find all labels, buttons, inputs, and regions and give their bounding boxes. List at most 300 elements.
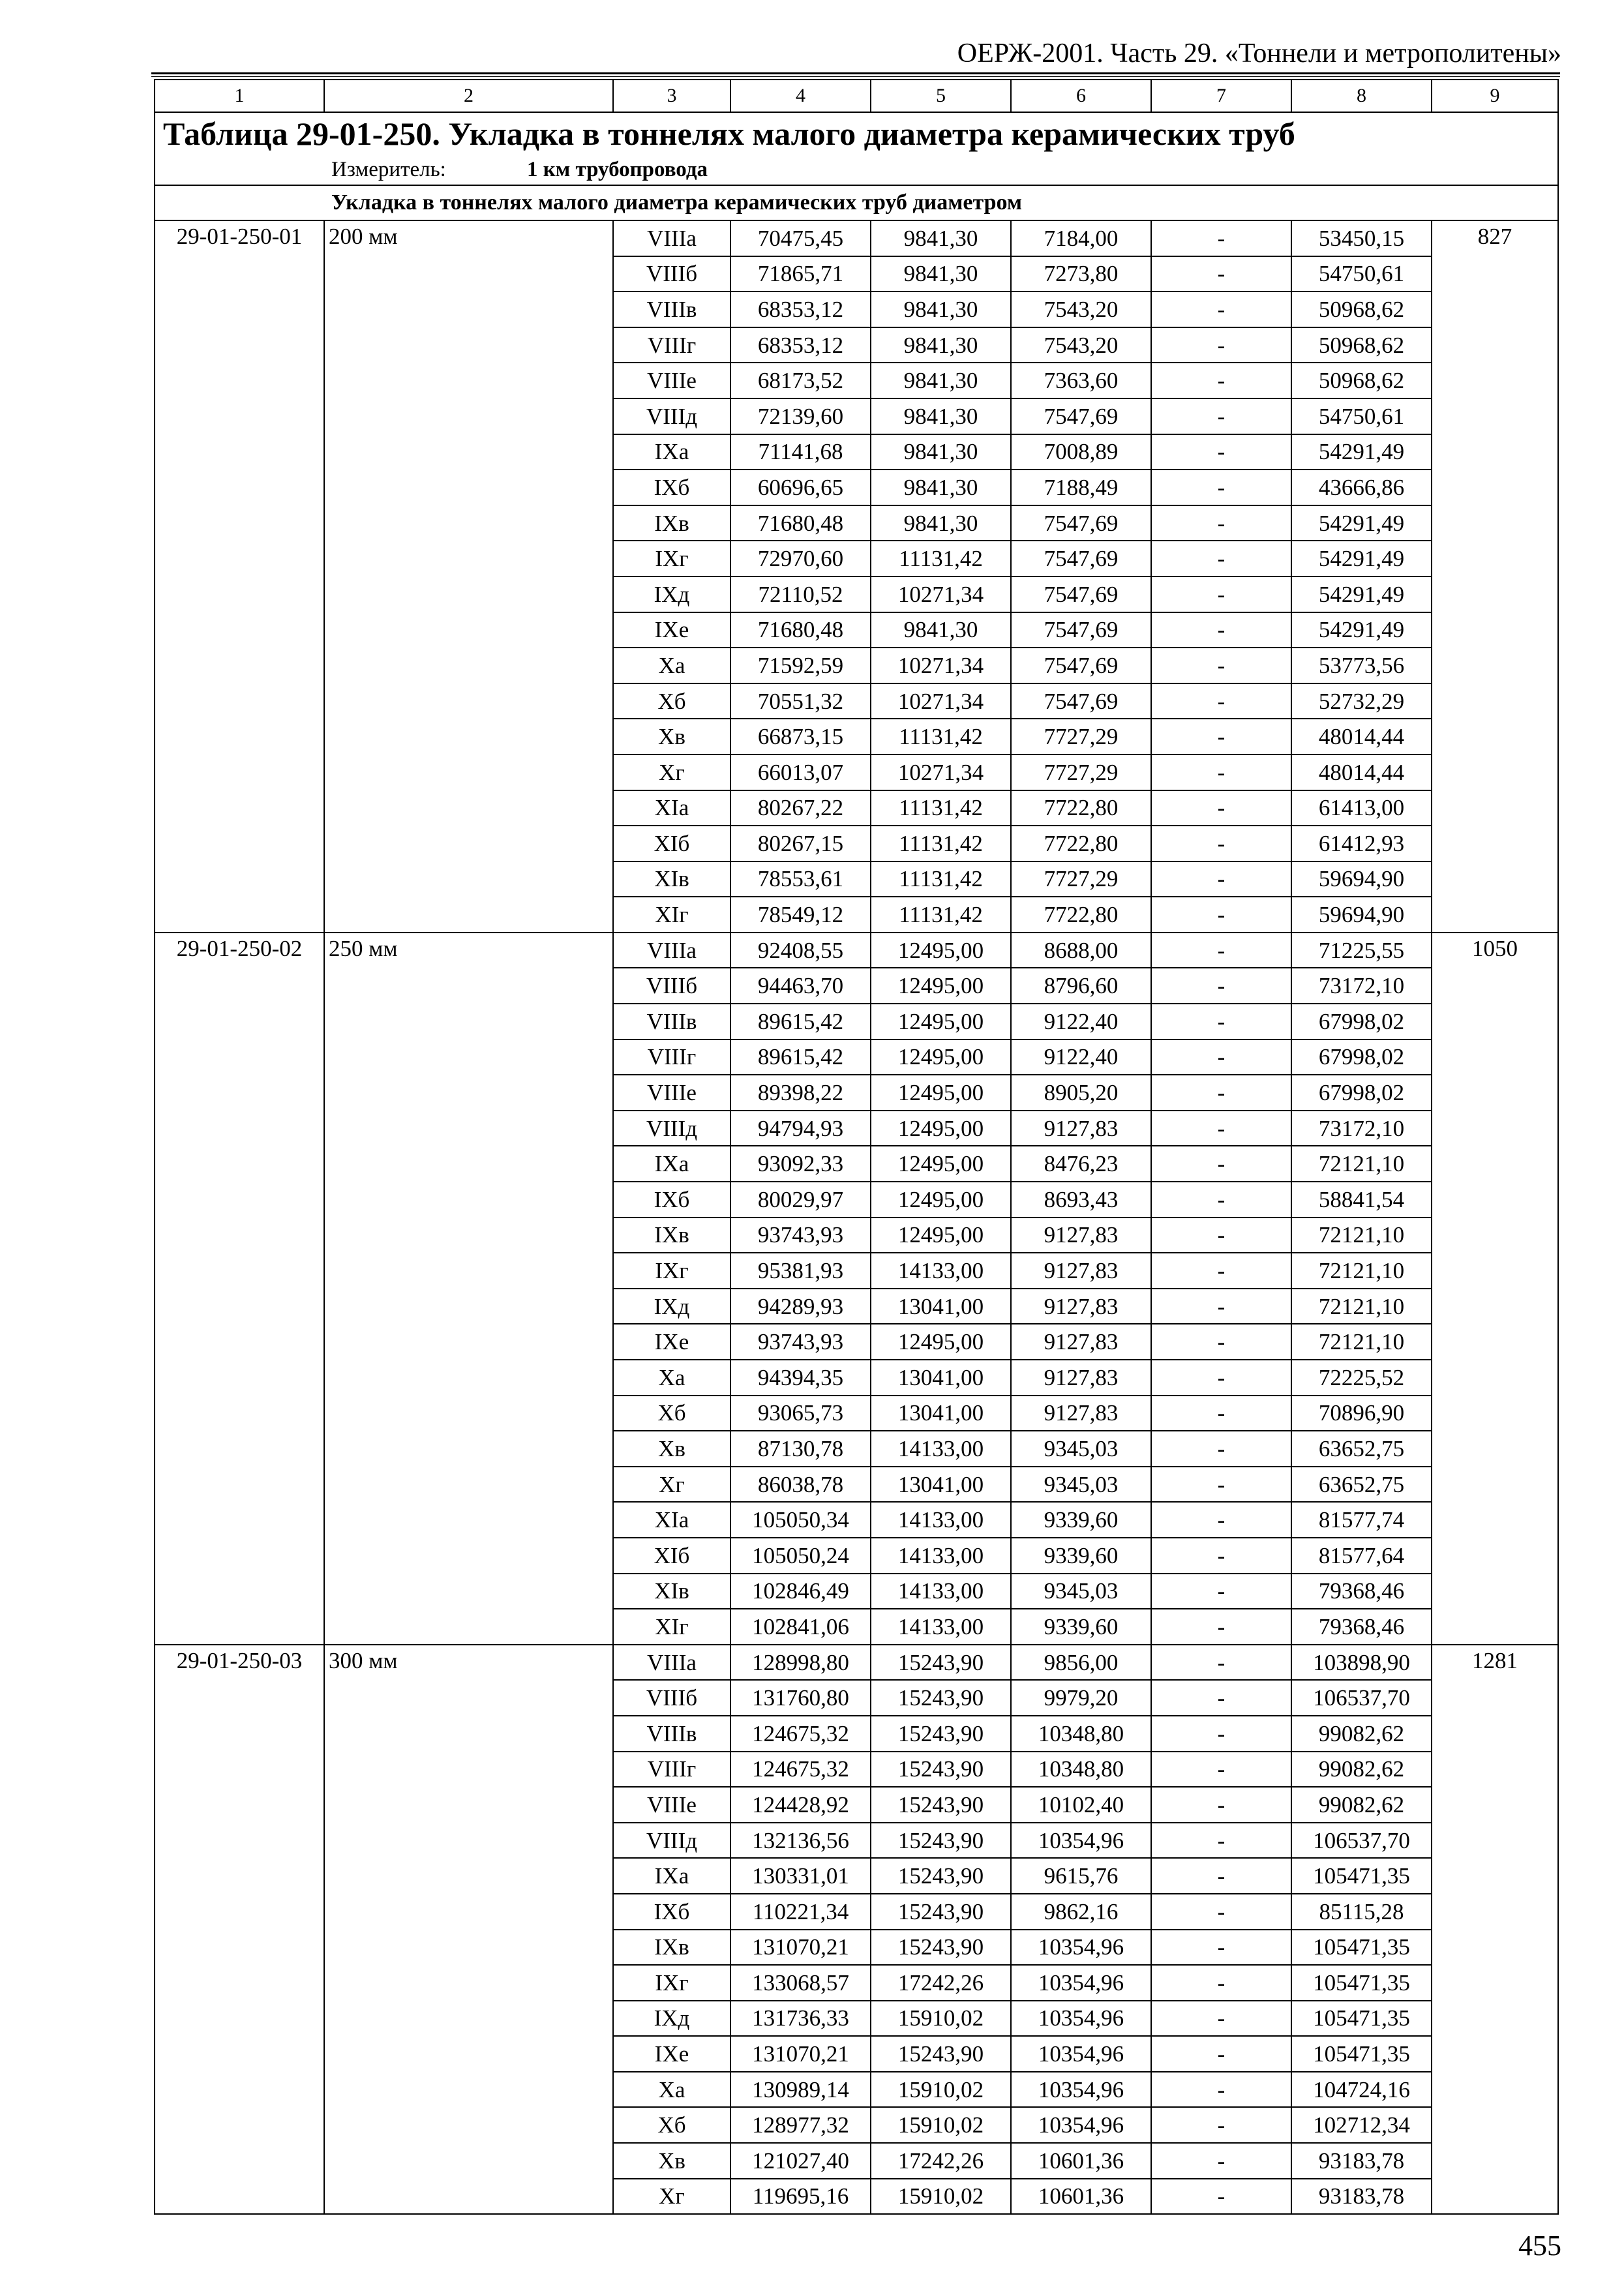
unit-row [155,155,1558,185]
machine-cost-cell: 9127,83 [1011,1218,1151,1253]
driver-wages-cell: - [1151,1787,1291,1823]
labor-cost-cell: 12495,00 [871,1075,1011,1111]
condition-code-cell: VIIIд [613,1823,730,1859]
labor-cost-cell: 9841,30 [871,256,1011,292]
driver-wages-cell: - [1151,1502,1291,1538]
machine-cost-cell: 8688,00 [1011,933,1151,968]
column-number: 2 [324,80,613,112]
materials-cost-cell: 99082,62 [1291,1752,1432,1788]
direct-cost-cell: 131736,33 [730,2001,871,2037]
labor-cost-cell: 14133,00 [871,1502,1011,1538]
machine-cost-cell: 7363,60 [1011,363,1151,398]
labor-cost-cell: 15910,02 [871,2179,1011,2215]
driver-wages-cell: - [1151,1075,1291,1111]
condition-code-cell: IXб [613,470,730,505]
labor-cost-cell: 14133,00 [871,1431,1011,1467]
materials-cost-cell: 61412,93 [1291,826,1432,861]
materials-cost-cell: 52732,29 [1291,683,1432,719]
condition-code-cell: VIIIе [613,363,730,398]
machine-cost-cell: 10354,96 [1011,1965,1151,2001]
column-number: 4 [730,80,871,112]
labor-cost-cell: 9841,30 [871,363,1011,398]
materials-cost-cell: 79368,46 [1291,1609,1432,1645]
condition-code-cell: Xг [613,2179,730,2215]
labor-cost-cell: 12495,00 [871,968,1011,1004]
materials-cost-cell: 67998,02 [1291,1040,1432,1075]
driver-wages-cell: - [1151,861,1291,897]
driver-wages-cell: - [1151,719,1291,755]
direct-cost-cell: 71680,48 [730,505,871,541]
direct-cost-cell: 130331,01 [730,1858,871,1894]
condition-code-cell: Xа [613,2072,730,2108]
condition-code-cell: IXа [613,1146,730,1182]
direct-cost-cell: 133068,57 [730,1965,871,2001]
machine-cost-cell: 7547,69 [1011,505,1151,541]
labor-cost-cell: 15243,90 [871,1680,1011,1716]
machine-cost-cell: 7722,80 [1011,790,1151,826]
materials-cost-cell: 105471,35 [1291,2036,1432,2072]
labor-cost-cell: 11131,42 [871,541,1011,576]
column-number: 9 [1432,80,1558,112]
materials-cost-cell: 72121,10 [1291,1146,1432,1182]
condition-code-cell: XIг [613,897,730,933]
machine-cost-cell: 7722,80 [1011,826,1151,861]
materials-cost-cell: 72225,52 [1291,1360,1432,1396]
driver-wages-cell: - [1151,1538,1291,1574]
direct-cost-cell: 68173,52 [730,363,871,398]
direct-cost-cell: 131760,80 [730,1680,871,1716]
materials-cost-cell: 54750,61 [1291,256,1432,292]
condition-code-cell: VIIIа [613,933,730,968]
machine-cost-cell: 8796,60 [1011,968,1151,1004]
materials-cost-cell: 67998,02 [1291,1075,1432,1111]
machine-cost-cell: 7543,20 [1011,327,1151,363]
machine-cost-cell: 10354,96 [1011,2036,1151,2072]
direct-cost-cell: 60696,65 [730,470,871,505]
direct-cost-cell: 102841,06 [730,1609,871,1645]
direct-cost-cell: 71141,68 [730,434,871,470]
direct-cost-cell: 128977,32 [730,2107,871,2143]
materials-cost-cell: 54291,49 [1291,612,1432,648]
direct-cost-cell: 121027,40 [730,2143,871,2179]
column-number: 1 [155,80,324,112]
materials-cost-cell: 54291,49 [1291,434,1432,470]
machine-cost-cell: 9122,40 [1011,1004,1151,1040]
condition-code-cell: VIIIв [613,1716,730,1752]
labor-cost-cell: 9841,30 [871,505,1011,541]
labor-cost-cell: 12495,00 [871,1324,1011,1360]
machine-cost-cell: 9862,16 [1011,1894,1151,1930]
direct-cost-cell: 124428,92 [730,1787,871,1823]
materials-cost-cell: 67998,02 [1291,1004,1432,1040]
machine-cost-cell: 8476,23 [1011,1146,1151,1182]
driver-wages-cell: - [1151,790,1291,826]
direct-cost-cell: 66873,15 [730,719,871,755]
condition-code-cell: IXа [613,434,730,470]
labor-cost-cell: 15243,90 [871,1716,1011,1752]
condition-code-cell: VIIIг [613,1752,730,1788]
labor-cost-cell: 9841,30 [871,327,1011,363]
table-row [155,220,1558,256]
machine-cost-cell: 7543,20 [1011,292,1151,327]
driver-wages-cell: - [1151,1324,1291,1360]
driver-wages-cell: - [1151,933,1291,968]
driver-wages-cell: - [1151,2036,1291,2072]
labor-cost-cell: 9841,30 [871,470,1011,505]
column-number: 6 [1011,80,1151,112]
labor-cost-cell: 12495,00 [871,1146,1011,1182]
machine-cost-cell: 8693,43 [1011,1182,1151,1218]
column-number: 3 [613,80,730,112]
condition-code-cell: IXв [613,1218,730,1253]
materials-cost-cell: 93183,78 [1291,2179,1432,2215]
condition-code-cell: Xб [613,1396,730,1431]
norm-code: 29-01-250-02 [155,933,324,1645]
condition-code-cell: VIIIе [613,1787,730,1823]
condition-code-cell: Xа [613,1360,730,1396]
condition-code-cell: IXг [613,1253,730,1289]
machine-cost-cell: 10354,96 [1011,2107,1151,2143]
condition-code-cell: VIIIб [613,1680,730,1716]
machine-cost-cell: 9979,20 [1011,1680,1151,1716]
machine-cost-cell: 7727,29 [1011,861,1151,897]
driver-wages-cell: - [1151,1111,1291,1146]
labor-cost-cell: 11131,42 [871,897,1011,933]
condition-code-cell: XIа [613,790,730,826]
labor-cost-cell: 10271,34 [871,683,1011,719]
direct-cost-cell: 93065,73 [730,1396,871,1431]
labor-cost-cell: 14133,00 [871,1253,1011,1289]
machine-cost-cell: 7547,69 [1011,683,1151,719]
direct-cost-cell: 105050,24 [730,1538,871,1574]
direct-cost-cell: 86038,78 [730,1467,871,1503]
materials-cost-cell: 102712,34 [1291,2107,1432,2143]
materials-cost-cell: 81577,64 [1291,1538,1432,1574]
labor-hours: 1050 [1432,933,1558,1645]
machine-cost-cell: 8905,20 [1011,1075,1151,1111]
machine-cost-cell: 9339,60 [1011,1502,1151,1538]
condition-code-cell: IXе [613,1324,730,1360]
labor-cost-cell: 11131,42 [871,826,1011,861]
direct-cost-cell: 78553,61 [730,861,871,897]
driver-wages-cell: - [1151,968,1291,1004]
direct-cost-cell: 124675,32 [730,1716,871,1752]
materials-cost-cell: 48014,44 [1291,719,1432,755]
driver-wages-cell: - [1151,1396,1291,1431]
labor-cost-cell: 12495,00 [871,1004,1011,1040]
direct-cost-cell: 80267,22 [730,790,871,826]
condition-code-cell: IXб [613,1894,730,1930]
labor-cost-cell: 13041,00 [871,1396,1011,1431]
materials-cost-cell: 103898,90 [1291,1645,1432,1681]
norm-code: 29-01-250-01 [155,220,324,933]
labor-cost-cell: 14133,00 [871,1538,1011,1574]
labor-cost-cell: 17242,26 [871,1965,1011,2001]
driver-wages-cell: - [1151,1431,1291,1467]
machine-cost-cell: 9345,03 [1011,1574,1151,1609]
machine-cost-cell: 7273,80 [1011,256,1151,292]
direct-cost-cell: 131070,21 [730,1930,871,1966]
machine-cost-cell: 9345,03 [1011,1431,1151,1467]
materials-cost-cell: 50968,62 [1291,363,1432,398]
labor-cost-cell: 10271,34 [871,648,1011,683]
driver-wages-cell: - [1151,612,1291,648]
direct-cost-cell: 89398,22 [730,1075,871,1111]
labor-hours: 1281 [1432,1645,1558,2215]
machine-cost-cell: 7547,69 [1011,398,1151,434]
labor-cost-cell: 10271,34 [871,576,1011,612]
driver-wages-cell: - [1151,1680,1291,1716]
condition-code-cell: IXв [613,505,730,541]
condition-code-cell: VIIIв [613,1004,730,1040]
materials-cost-cell: 73172,10 [1291,968,1432,1004]
machine-cost-cell: 7008,89 [1011,434,1151,470]
labor-cost-cell: 12495,00 [871,1040,1011,1075]
machine-cost-cell: 7547,69 [1011,612,1151,648]
direct-cost-cell: 80267,15 [730,826,871,861]
direct-cost-cell: 78549,12 [730,897,871,933]
materials-cost-cell: 63652,75 [1291,1431,1432,1467]
driver-wages-cell: - [1151,470,1291,505]
condition-code-cell: Xв [613,1431,730,1467]
driver-wages-cell: - [1151,1146,1291,1182]
machine-cost-cell: 7727,29 [1011,755,1151,790]
machine-cost-cell: 7547,69 [1011,541,1151,576]
driver-wages-cell: - [1151,1965,1291,2001]
direct-cost-cell: 92408,55 [730,933,871,968]
driver-wages-cell: - [1151,648,1291,683]
labor-cost-cell: 13041,00 [871,1360,1011,1396]
condition-code-cell: IXа [613,1858,730,1894]
header-rule-thin [151,76,1560,77]
machine-cost-cell: 10601,36 [1011,2179,1151,2215]
driver-wages-cell: - [1151,576,1291,612]
condition-code-cell: IXд [613,576,730,612]
materials-cost-cell: 50968,62 [1291,327,1432,363]
condition-code-cell: VIIIг [613,327,730,363]
driver-wages-cell: - [1151,1360,1291,1396]
condition-code-cell: VIIIе [613,1075,730,1111]
direct-cost-cell: 71865,71 [730,256,871,292]
direct-cost-cell: 131070,21 [730,2036,871,2072]
materials-cost-cell: 105471,35 [1291,1965,1432,2001]
labor-cost-cell: 14133,00 [871,1574,1011,1609]
driver-wages-cell: - [1151,1609,1291,1645]
condition-code-cell: Xв [613,719,730,755]
driver-wages-cell: - [1151,256,1291,292]
direct-cost-cell: 72110,52 [730,576,871,612]
labor-cost-cell: 15243,90 [871,1645,1011,1681]
driver-wages-cell: - [1151,826,1291,861]
materials-cost-cell: 81577,74 [1291,1502,1432,1538]
condition-code-cell: IXе [613,2036,730,2072]
driver-wages-cell: - [1151,1823,1291,1859]
labor-cost-cell: 12495,00 [871,1111,1011,1146]
direct-cost-cell: 71592,59 [730,648,871,683]
driver-wages-cell: - [1151,2001,1291,2037]
page-header: ОЕРЖ-2001. Часть 29. «Тоннели и метрополитены» [957,38,1561,68]
machine-cost-cell: 9615,76 [1011,1858,1151,1894]
driver-wages-cell: - [1151,220,1291,256]
title-row [155,112,1558,155]
machine-cost-cell: 7188,49 [1011,470,1151,505]
driver-wages-cell: - [1151,2072,1291,2108]
materials-cost-cell: 99082,62 [1291,1787,1432,1823]
direct-cost-cell: 130989,14 [730,2072,871,2108]
driver-wages-cell: - [1151,755,1291,790]
driver-wages-cell: - [1151,1253,1291,1289]
materials-cost-cell: 54750,61 [1291,398,1432,434]
materials-cost-cell: 72121,10 [1291,1253,1432,1289]
direct-cost-cell: 128998,80 [730,1645,871,1681]
driver-wages-cell: - [1151,1645,1291,1681]
materials-cost-cell: 85115,28 [1291,1894,1432,1930]
condition-code-cell: Xа [613,648,730,683]
header-rule [151,72,1560,74]
materials-cost-cell: 72121,10 [1291,1324,1432,1360]
driver-wages-cell: - [1151,505,1291,541]
rates-table [154,79,1559,2215]
driver-wages-cell: - [1151,292,1291,327]
condition-code-cell: IXе [613,612,730,648]
machine-cost-cell: 9127,83 [1011,1324,1151,1360]
condition-code-cell: VIIIд [613,1111,730,1146]
driver-wages-cell: - [1151,1930,1291,1966]
machine-cost-cell: 7722,80 [1011,897,1151,933]
subheading-row [155,185,1558,220]
materials-cost-cell: 106537,70 [1291,1823,1432,1859]
condition-code-cell: IXг [613,541,730,576]
direct-cost-cell: 93743,93 [730,1324,871,1360]
driver-wages-cell: - [1151,1218,1291,1253]
direct-cost-cell: 87130,78 [730,1431,871,1467]
machine-cost-cell: 9345,03 [1011,1467,1151,1503]
materials-cost-cell: 93183,78 [1291,2143,1432,2179]
labor-hours: 827 [1432,220,1558,933]
condition-code-cell: IXд [613,1289,730,1324]
labor-cost-cell: 12495,00 [871,1218,1011,1253]
machine-cost-cell: 10348,80 [1011,1752,1151,1788]
labor-cost-cell: 11131,42 [871,719,1011,755]
materials-cost-cell: 53773,56 [1291,648,1432,683]
labor-cost-cell: 9841,30 [871,398,1011,434]
labor-cost-cell: 13041,00 [871,1467,1011,1503]
materials-cost-cell: 63652,75 [1291,1467,1432,1503]
materials-cost-cell: 59694,90 [1291,897,1432,933]
labor-cost-cell: 12495,00 [871,933,1011,968]
driver-wages-cell: - [1151,1894,1291,1930]
materials-cost-cell: 71225,55 [1291,933,1432,968]
machine-cost-cell: 9127,83 [1011,1396,1151,1431]
table-row [155,933,1558,968]
machine-cost-cell: 7727,29 [1011,719,1151,755]
driver-wages-cell: - [1151,541,1291,576]
condition-code-cell: XIб [613,826,730,861]
materials-cost-cell: 70896,90 [1291,1396,1432,1431]
machine-cost-cell: 9127,83 [1011,1111,1151,1146]
labor-cost-cell: 9841,30 [871,292,1011,327]
direct-cost-cell: 93743,93 [730,1218,871,1253]
machine-cost-cell: 9122,40 [1011,1040,1151,1075]
labor-cost-cell: 15243,90 [871,1787,1011,1823]
driver-wages-cell: - [1151,1467,1291,1503]
direct-cost-cell: 110221,34 [730,1894,871,1930]
driver-wages-cell: - [1151,1289,1291,1324]
condition-code-cell: VIIIг [613,1040,730,1075]
machine-cost-cell: 9127,83 [1011,1360,1151,1396]
direct-cost-cell: 89615,42 [730,1004,871,1040]
condition-code-cell: XIг [613,1609,730,1645]
pipe-diameter: 250 мм [324,933,613,1645]
condition-code-cell: VIIIа [613,1645,730,1681]
condition-code-cell: Xв [613,2143,730,2179]
materials-cost-cell: 53450,15 [1291,220,1432,256]
labor-cost-cell: 11131,42 [871,790,1011,826]
materials-cost-cell: 72121,10 [1291,1218,1432,1253]
direct-cost-cell: 94289,93 [730,1289,871,1324]
materials-cost-cell: 48014,44 [1291,755,1432,790]
machine-cost-cell: 10354,96 [1011,1930,1151,1966]
driver-wages-cell: - [1151,897,1291,933]
unit-value: 1 км трубопровода [527,157,708,181]
machine-cost-cell: 10102,40 [1011,1787,1151,1823]
condition-code-cell: VIIIб [613,968,730,1004]
direct-cost-cell: 124675,32 [730,1752,871,1788]
direct-cost-cell: 95381,93 [730,1253,871,1289]
direct-cost-cell: 71680,48 [730,612,871,648]
labor-cost-cell: 13041,00 [871,1289,1011,1324]
condition-code-cell: Xб [613,683,730,719]
condition-code-cell: Xб [613,2107,730,2143]
labor-cost-cell: 15243,90 [871,1930,1011,1966]
machine-cost-cell: 7547,69 [1011,648,1151,683]
condition-code-cell: VIIIд [613,398,730,434]
driver-wages-cell: - [1151,327,1291,363]
driver-wages-cell: - [1151,2179,1291,2215]
driver-wages-cell: - [1151,363,1291,398]
unit-label: Измеритель: [331,157,446,181]
materials-cost-cell: 50968,62 [1291,292,1432,327]
machine-cost-cell: 7184,00 [1011,220,1151,256]
machine-cost-cell: 10348,80 [1011,1716,1151,1752]
labor-cost-cell: 9841,30 [871,612,1011,648]
column-numbers-row [155,80,1558,112]
direct-cost-cell: 68353,12 [730,327,871,363]
driver-wages-cell: - [1151,1040,1291,1075]
condition-code-cell: IXв [613,1930,730,1966]
table-title: Таблица 29-01-250. Укладка в тоннелях малого диаметра керамических труб [155,112,1558,155]
materials-cost-cell: 105471,35 [1291,2001,1432,2037]
driver-wages-cell: - [1151,398,1291,434]
condition-code-cell: VIIIв [613,292,730,327]
condition-code-cell: IXг [613,1965,730,2001]
labor-cost-cell: 15243,90 [871,1894,1011,1930]
direct-cost-cell: 70551,32 [730,683,871,719]
subheading: Укладка в тоннелях малого диаметра керамических труб диаметром [155,185,1558,220]
machine-cost-cell: 9856,00 [1011,1645,1151,1681]
driver-wages-cell: - [1151,2107,1291,2143]
direct-cost-cell: 119695,16 [730,2179,871,2215]
machine-cost-cell: 10601,36 [1011,2143,1151,2179]
labor-cost-cell: 15243,90 [871,2036,1011,2072]
unit-cell [155,155,1558,185]
materials-cost-cell: 58841,54 [1291,1182,1432,1218]
pipe-diameter: 200 мм [324,220,613,933]
condition-code-cell: XIа [613,1502,730,1538]
direct-cost-cell: 132136,56 [730,1823,871,1859]
condition-code-cell: XIв [613,1574,730,1609]
condition-code-cell: XIб [613,1538,730,1574]
